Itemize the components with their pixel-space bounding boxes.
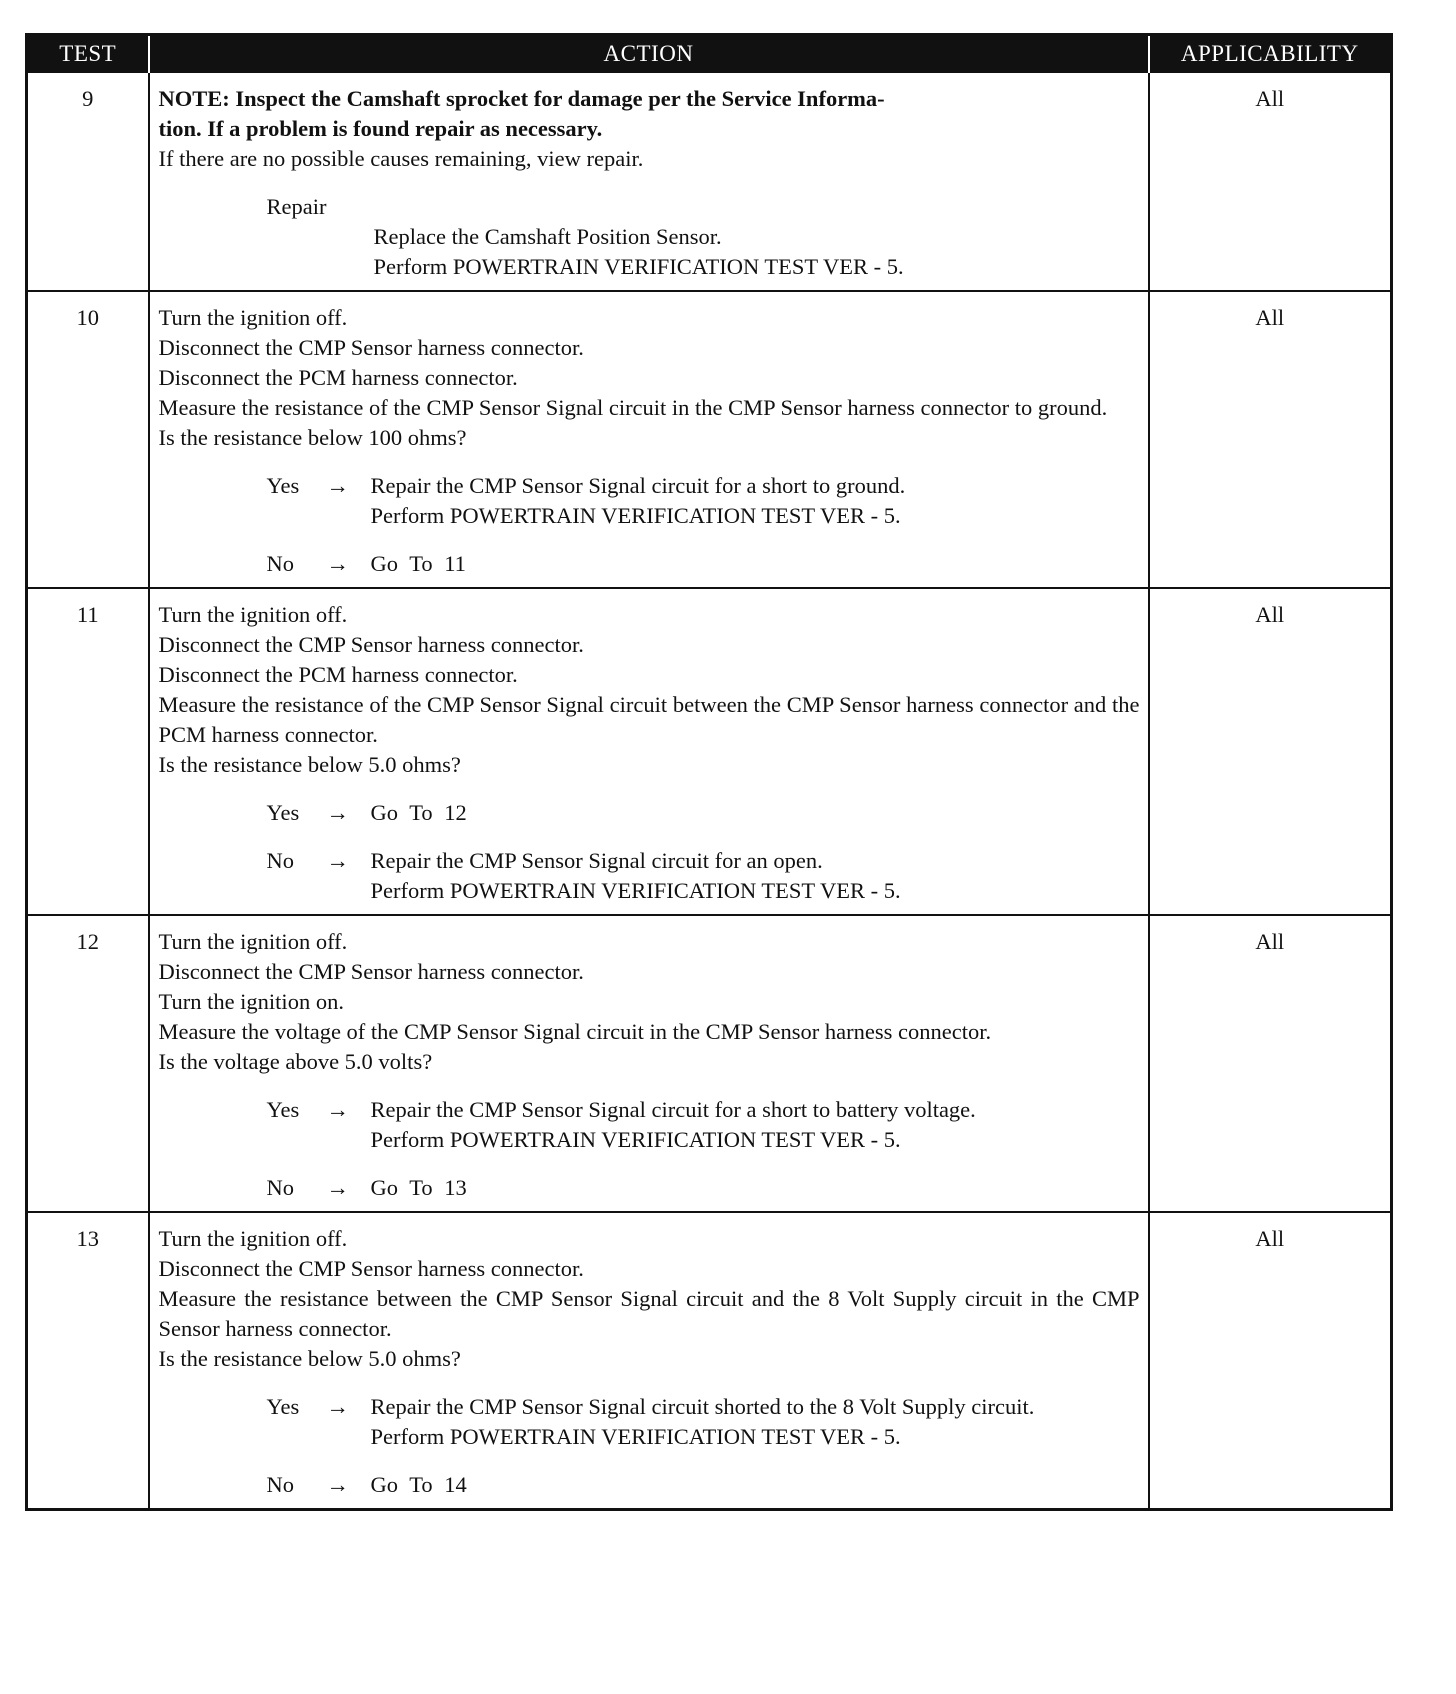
right-arrow-icon: → xyxy=(326,1472,349,1497)
test-number: 11 xyxy=(27,588,149,915)
outcome-line: Perform POWERTRAIN VERIFICATION TEST VER - 5. xyxy=(370,503,901,528)
yes-result xyxy=(159,471,1140,531)
note-text: tion. If a problem is found repair as necessary. xyxy=(158,116,603,141)
outcome-line: Perform POWERTRAIN VERIFICATION TEST VER - 5. xyxy=(370,1127,901,1152)
no-result xyxy=(159,1470,1140,1500)
action-cell xyxy=(149,588,1149,915)
right-arrow-icon: → xyxy=(326,1097,349,1122)
outcome-line: Repair the CMP Sensor Signal circuit for an open. xyxy=(370,848,823,873)
diagnostic-test-table xyxy=(25,33,1393,1511)
step-text: Measure the voltage of the CMP Sensor Signal circuit in the CMP Sensor harness connector. xyxy=(158,1019,992,1044)
goto-link[interactable]: Go To 14 xyxy=(370,1472,467,1497)
applicability-value: All xyxy=(1149,291,1392,588)
goto-link[interactable]: Go To 12 xyxy=(370,800,467,825)
action-cell xyxy=(149,1212,1149,1510)
test-number: 9 xyxy=(27,72,149,291)
question-text: Is the voltage above 5.0 volts? xyxy=(158,1049,433,1074)
step-text: Disconnect the PCM harness connector. xyxy=(158,662,518,687)
right-arrow-icon: → xyxy=(326,1175,349,1200)
right-arrow-icon: → xyxy=(326,1394,349,1419)
no-label: No xyxy=(266,848,294,873)
step-text: Disconnect the CMP Sensor harness connector. xyxy=(158,632,584,657)
applicability-value: All xyxy=(1149,915,1392,1212)
outcome-line: Perform POWERTRAIN VERIFICATION TEST VER - 5. xyxy=(370,878,901,903)
step-text: Turn the ignition on. xyxy=(158,989,344,1014)
step-text: Turn the ignition off. xyxy=(158,929,348,954)
goto-link[interactable]: Go To 13 xyxy=(370,1175,467,1200)
action-cell xyxy=(149,915,1149,1212)
outcome-line: Repair the CMP Sensor Signal circuit for a short to battery voltage. xyxy=(370,1097,976,1122)
yes-outcome xyxy=(371,1095,1140,1155)
yes-outcome xyxy=(371,471,1140,531)
action-cell xyxy=(149,291,1149,588)
no-outcome xyxy=(371,846,1140,906)
yes-label: Yes xyxy=(266,800,300,825)
applicability-value: All xyxy=(1149,72,1392,291)
no-label: No xyxy=(266,551,294,576)
table-header xyxy=(27,35,1392,73)
no-result xyxy=(159,846,1140,906)
step-text: If there are no possible causes remaining, view repair. xyxy=(158,146,644,171)
question-text: Is the resistance below 5.0 ohms? xyxy=(158,752,461,777)
note-text: NOTE: Inspect the Camshaft sprocket for damage per the Service Informa- xyxy=(158,86,885,111)
table-row xyxy=(27,1212,1392,1510)
table-row xyxy=(27,915,1392,1212)
step-text: Disconnect the PCM harness connector. xyxy=(158,365,518,390)
header-action: ACTION xyxy=(149,35,1149,73)
step-text: Disconnect the CMP Sensor harness connector. xyxy=(158,1256,584,1281)
step-text: Turn the ignition off. xyxy=(158,1226,348,1251)
header-test: TEST xyxy=(27,35,149,73)
question-text: Is the resistance below 100 ohms? xyxy=(158,425,467,450)
step-text: Measure the resistance of the CMP Sensor Signal circuit between the CMP Sensor harness connector and the PCM harness connector. xyxy=(158,692,1140,747)
yes-outcome xyxy=(371,1392,1140,1452)
repair-text: Replace the Camshaft Position Sensor. xyxy=(373,224,722,249)
goto-link[interactable]: Go To 11 xyxy=(370,551,466,576)
yes-label: Yes xyxy=(266,1097,300,1122)
no-result xyxy=(159,1173,1140,1203)
test-number: 10 xyxy=(27,291,149,588)
header-applicability: APPLICABILITY xyxy=(1149,35,1392,73)
yes-result xyxy=(159,798,1140,828)
no-result xyxy=(159,549,1140,579)
outcome-line: Perform POWERTRAIN VERIFICATION TEST VER - 5. xyxy=(370,1424,901,1449)
table-row xyxy=(27,588,1392,915)
step-text: Turn the ignition off. xyxy=(158,305,348,330)
yes-label: Yes xyxy=(266,473,300,498)
table-row xyxy=(27,291,1392,588)
repair-label: Repair xyxy=(266,194,327,219)
yes-label: Yes xyxy=(266,1394,300,1419)
step-text: Disconnect the CMP Sensor harness connector. xyxy=(158,335,584,360)
outcome-line: Repair the CMP Sensor Signal circuit for a short to ground. xyxy=(370,473,906,498)
applicability-value: All xyxy=(1149,588,1392,915)
right-arrow-icon: → xyxy=(326,551,349,576)
question-text: Is the resistance below 5.0 ohms? xyxy=(158,1346,461,1371)
step-text: Disconnect the CMP Sensor harness connector. xyxy=(158,959,584,984)
no-label: No xyxy=(266,1472,294,1497)
step-text: Measure the resistance between the CMP Sensor Signal circuit and the 8 Volt Supply circuit in the CMP Sensor harness connector. xyxy=(158,1286,1140,1341)
action-cell xyxy=(149,72,1149,291)
test-number: 12 xyxy=(27,915,149,1212)
yes-result xyxy=(159,1392,1140,1452)
repair-text: Perform POWERTRAIN VERIFICATION TEST VER - 5. xyxy=(373,254,904,279)
test-number: 13 xyxy=(27,1212,149,1510)
applicability-value: All xyxy=(1149,1212,1392,1510)
right-arrow-icon: → xyxy=(326,848,349,873)
no-label: No xyxy=(266,1175,294,1200)
outcome-line: Repair the CMP Sensor Signal circuit shorted to the 8 Volt Supply circuit. xyxy=(370,1394,1035,1419)
yes-result xyxy=(159,1095,1140,1155)
right-arrow-icon: → xyxy=(326,800,349,825)
table-row xyxy=(27,72,1392,291)
right-arrow-icon: → xyxy=(326,473,349,498)
step-text: Measure the resistance of the CMP Sensor Signal circuit in the CMP Sensor harness connector to ground. xyxy=(158,395,1108,420)
step-text: Turn the ignition off. xyxy=(158,602,348,627)
